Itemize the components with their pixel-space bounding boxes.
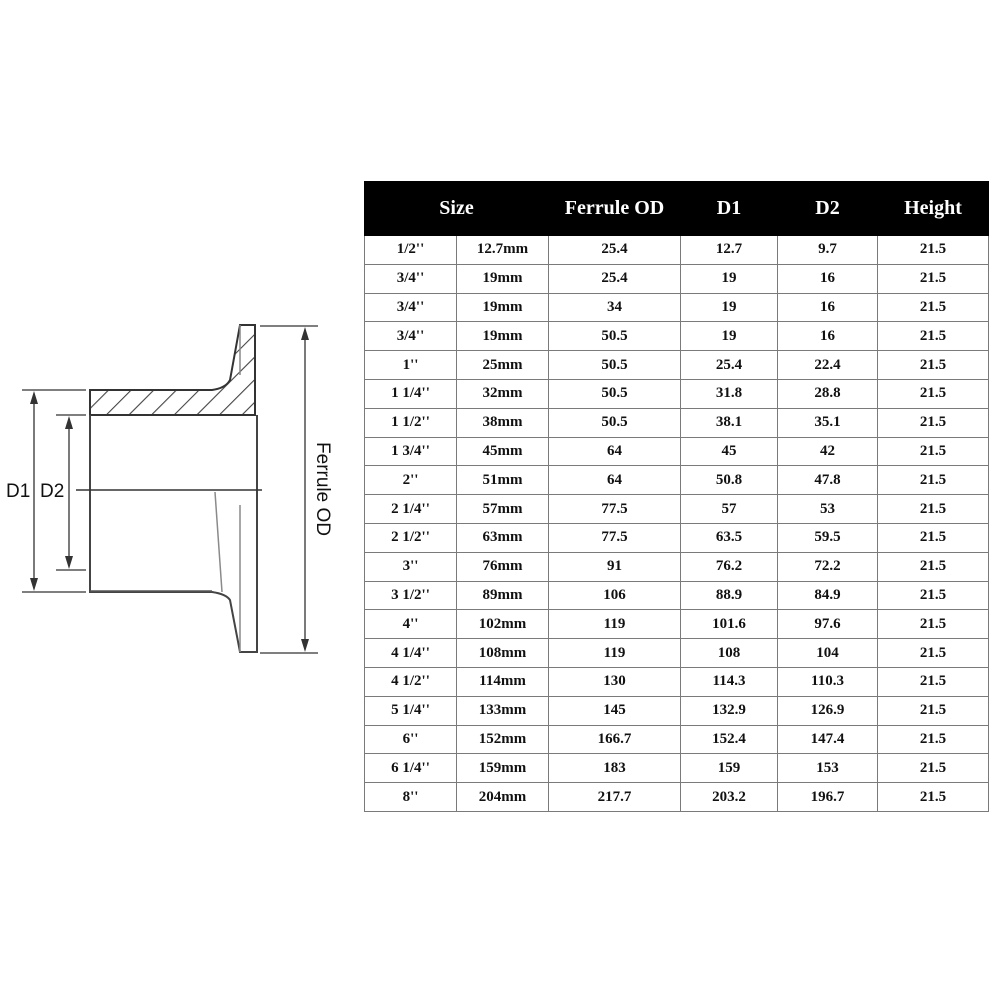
size-mm-cell: 32mm [457, 379, 549, 408]
d1-cell: 88.9 [681, 581, 778, 610]
height-cell: 21.5 [878, 523, 989, 552]
size-mm-cell: 133mm [457, 696, 549, 725]
height-cell: 21.5 [878, 610, 989, 639]
header-d2: D2 [778, 182, 878, 236]
size-mm-cell: 89mm [457, 581, 549, 610]
d2-cell: 47.8 [778, 466, 878, 495]
size-mm-cell: 159mm [457, 754, 549, 783]
d1-cell: 19 [681, 293, 778, 322]
size-mm-cell: 63mm [457, 523, 549, 552]
height-cell: 21.5 [878, 725, 989, 754]
size-inch-cell: 3 1/2'' [365, 581, 457, 610]
table-row [365, 264, 989, 293]
table-row [365, 466, 989, 495]
ferrule-od-cell: 77.5 [549, 523, 681, 552]
size-mm-cell: 152mm [457, 725, 549, 754]
od-arrow-top [301, 327, 309, 340]
size-mm-cell: 204mm [457, 783, 549, 812]
size-inch-cell: 2'' [365, 466, 457, 495]
size-mm-cell: 51mm [457, 466, 549, 495]
ferrule-cross-section-diagram [0, 0, 360, 1000]
size-inch-cell: 8'' [365, 783, 457, 812]
table-row [365, 379, 989, 408]
d2-cell: 16 [778, 293, 878, 322]
d1-cell: 108 [681, 639, 778, 668]
table-row [365, 437, 989, 466]
height-cell: 21.5 [878, 437, 989, 466]
table-row [365, 783, 989, 812]
ferrule-od-cell: 34 [549, 293, 681, 322]
d1-cell: 57 [681, 495, 778, 524]
table-row [365, 754, 989, 783]
size-inch-cell: 4 1/4'' [365, 639, 457, 668]
table-row [365, 408, 989, 437]
ferrule-od-cell: 50.5 [549, 408, 681, 437]
size-mm-cell: 45mm [457, 437, 549, 466]
d1-cell: 159 [681, 754, 778, 783]
size-inch-cell: 5 1/4'' [365, 696, 457, 725]
d2-cell: 16 [778, 322, 878, 351]
size-mm-cell: 76mm [457, 552, 549, 581]
size-inch-cell: 1 3/4'' [365, 437, 457, 466]
d2-cell: 22.4 [778, 351, 878, 380]
size-inch-cell: 4'' [365, 610, 457, 639]
ferrule-od-cell: 50.5 [549, 322, 681, 351]
ferrule-spec-table [364, 181, 989, 812]
size-mm-cell: 19mm [457, 264, 549, 293]
ferrule-od-cell: 64 [549, 437, 681, 466]
size-mm-cell: 57mm [457, 495, 549, 524]
d2-cell: 42 [778, 437, 878, 466]
height-cell: 21.5 [878, 351, 989, 380]
size-mm-cell: 108mm [457, 639, 549, 668]
size-mm-cell: 19mm [457, 293, 549, 322]
table-row [365, 523, 989, 552]
d1-cell: 101.6 [681, 610, 778, 639]
height-cell: 21.5 [878, 408, 989, 437]
size-inch-cell: 2 1/4'' [365, 495, 457, 524]
size-mm-cell: 25mm [457, 351, 549, 380]
size-inch-cell: 3'' [365, 552, 457, 581]
ferrule-od-cell: 77.5 [549, 495, 681, 524]
size-mm-cell: 19mm [457, 322, 549, 351]
height-cell: 21.5 [878, 264, 989, 293]
table-header [365, 182, 989, 236]
height-cell: 21.5 [878, 322, 989, 351]
d1-cell: 76.2 [681, 552, 778, 581]
hatched-wall-section [90, 325, 255, 415]
size-inch-cell: 6 1/4'' [365, 754, 457, 783]
ferrule-od-cell: 183 [549, 754, 681, 783]
size-mm-cell: 38mm [457, 408, 549, 437]
d2-cell: 196.7 [778, 783, 878, 812]
od-arrow-bottom [301, 639, 309, 652]
table-row [365, 667, 989, 696]
d1-cell: 50.8 [681, 466, 778, 495]
ferrule-od-cell: 25.4 [549, 236, 681, 265]
d2-cell: 35.1 [778, 408, 878, 437]
ferrule-od-cell: 64 [549, 466, 681, 495]
table-row [365, 639, 989, 668]
height-cell: 21.5 [878, 552, 989, 581]
ferrule-od-cell: 166.7 [549, 725, 681, 754]
table-body [365, 236, 989, 812]
height-cell: 21.5 [878, 293, 989, 322]
ferrule-od-cell: 91 [549, 552, 681, 581]
height-cell: 21.5 [878, 667, 989, 696]
d1-cell: 203.2 [681, 783, 778, 812]
ferrule-od-cell: 119 [549, 610, 681, 639]
height-cell: 21.5 [878, 495, 989, 524]
d1-cell: 19 [681, 264, 778, 293]
height-cell: 21.5 [878, 639, 989, 668]
height-cell: 21.5 [878, 783, 989, 812]
d1-cell: 31.8 [681, 379, 778, 408]
d2-cell: 72.2 [778, 552, 878, 581]
size-inch-cell: 1 1/2'' [365, 408, 457, 437]
table-row [365, 610, 989, 639]
size-mm-cell: 12.7mm [457, 236, 549, 265]
ferrule-od-cell: 50.5 [549, 351, 681, 380]
header-height: Height [878, 182, 989, 236]
d2-cell: 104 [778, 639, 878, 668]
d1-cell: 38.1 [681, 408, 778, 437]
height-cell: 21.5 [878, 379, 989, 408]
header-ferrule-od: Ferrule OD [549, 182, 681, 236]
d2-cell: 53 [778, 495, 878, 524]
table-row [365, 696, 989, 725]
table-row [365, 322, 989, 351]
size-inch-cell: 2 1/2'' [365, 523, 457, 552]
size-inch-cell: 6'' [365, 725, 457, 754]
ferrule-od-cell: 217.7 [549, 783, 681, 812]
d1-cell: 12.7 [681, 236, 778, 265]
d1-cell: 45 [681, 437, 778, 466]
d2-cell: 84.9 [778, 581, 878, 610]
d1-cell: 63.5 [681, 523, 778, 552]
height-cell: 21.5 [878, 466, 989, 495]
size-inch-cell: 1 1/4'' [365, 379, 457, 408]
ferrule-od-cell: 50.5 [549, 379, 681, 408]
header-size: Size [365, 182, 549, 236]
size-mm-cell: 102mm [457, 610, 549, 639]
ferrule-od-cell: 106 [549, 581, 681, 610]
ferrule-od-cell: 130 [549, 667, 681, 696]
lower-wall-outline [90, 415, 257, 652]
table-row [365, 725, 989, 754]
d2-arrow-top [65, 416, 73, 429]
ferrule-od-cell: 119 [549, 639, 681, 668]
height-cell: 21.5 [878, 236, 989, 265]
d2-cell: 126.9 [778, 696, 878, 725]
size-inch-cell: 3/4'' [365, 322, 457, 351]
table-header-row [365, 182, 989, 236]
d1-cell: 132.9 [681, 696, 778, 725]
d1-cell: 19 [681, 322, 778, 351]
table-row [365, 581, 989, 610]
header-d1: D1 [681, 182, 778, 236]
height-cell: 21.5 [878, 696, 989, 725]
ferrule-od-label: Ferrule OD [312, 442, 333, 536]
height-cell: 21.5 [878, 581, 989, 610]
size-mm-cell: 114mm [457, 667, 549, 696]
d2-cell: 59.5 [778, 523, 878, 552]
d2-arrow-bottom [65, 556, 73, 569]
table-row [365, 495, 989, 524]
height-cell: 21.5 [878, 754, 989, 783]
d2-cell: 97.6 [778, 610, 878, 639]
d1-label: D1 [6, 481, 31, 502]
size-inch-cell: 3/4'' [365, 293, 457, 322]
table-row [365, 236, 989, 265]
d2-cell: 153 [778, 754, 878, 783]
d1-cell: 114.3 [681, 667, 778, 696]
d2-cell: 28.8 [778, 379, 878, 408]
size-inch-cell: 1/2'' [365, 236, 457, 265]
table-row [365, 293, 989, 322]
d1-arrow-top [30, 391, 38, 404]
d2-cell: 147.4 [778, 725, 878, 754]
size-inch-cell: 4 1/2'' [365, 667, 457, 696]
d1-arrow-bottom [30, 578, 38, 591]
table-row [365, 552, 989, 581]
d2-label: D2 [40, 481, 65, 502]
table-row [365, 351, 989, 380]
size-inch-cell: 3/4'' [365, 264, 457, 293]
d1-cell: 25.4 [681, 351, 778, 380]
size-inch-cell: 1'' [365, 351, 457, 380]
d2-cell: 16 [778, 264, 878, 293]
ferrule-od-cell: 25.4 [549, 264, 681, 293]
d1-cell: 152.4 [681, 725, 778, 754]
d2-cell: 110.3 [778, 667, 878, 696]
ferrule-od-cell: 145 [549, 696, 681, 725]
d2-cell: 9.7 [778, 236, 878, 265]
